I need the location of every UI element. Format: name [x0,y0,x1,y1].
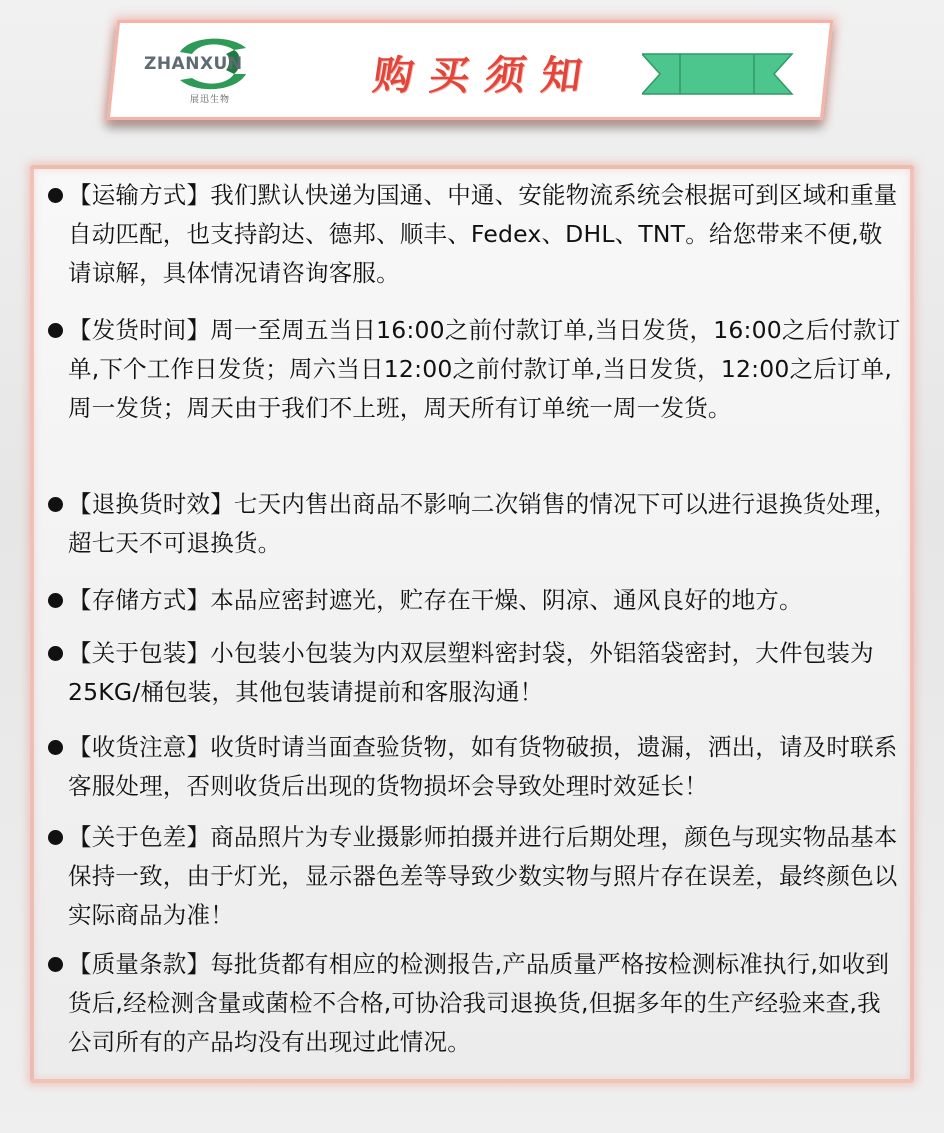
notice-text: 本品应密封遮光，贮存在干燥、阴凉、通风良好的地方。 [210,586,803,614]
notice-label: 【关于包装】 [68,639,211,667]
notice-text: 小包装小包装为内双层塑料密封袋，外铝箔袋密封，大件包装为25KG/桶包装，其他包装请提前和客服沟通！ [68,639,874,706]
brand-logo [138,34,288,110]
notice-item-receiving [48,728,904,806]
bullet-icon [48,593,63,608]
bullet-icon [48,497,63,512]
notice-item-storage [48,581,904,620]
notice-label: 【质量条款】 [68,950,211,978]
notice-item-color-difference [48,818,904,935]
bullet-icon [48,740,63,755]
logo-subtitle: 展迅生物 [190,95,231,105]
notice-label: 【收货注意】 [68,733,211,761]
notice-item-dispatch-time [48,311,904,467]
notice-item-shipping [48,176,904,293]
notice-label: 【存储方式】 [68,586,211,614]
notice-item-returns [48,485,904,563]
page-title: 购买须知 [370,52,601,99]
logo-wordmark: ZHANXUN [144,54,243,74]
bullet-icon [48,830,63,845]
bullet-icon [48,323,63,338]
notice-item-packaging [48,634,904,712]
ribbon-decoration-icon [642,52,794,96]
notice-label: 【关于色差】 [68,823,211,851]
notice-list [48,176,904,1062]
notice-label: 【发货时间】 [68,316,211,344]
bullet-icon [48,646,63,661]
bullet-icon [48,957,63,972]
notice-label: 【退换货时效】 [68,490,234,518]
notice-text: 周一至周五当日16:00之前付款订单,当日发货，16:00之后付款订单,下个工作日发货；周六当日12:00之前付款订单,当日发货，12:00之后订单,周一发货；周天由于我们不上班，周天所有订单统一周一发货。 [68,316,901,422]
notice-text: 商品照片为专业摄影师拍摄并进行后期处理，颜色与现实物品基本保持一致，由于灯光，显示器色差等导致少数实物与照片存在误差，最终颜色以实际商品为准！ [68,823,898,929]
notice-text: 七天内售出商品不影响二次销售的情况下可以进行退换货处理，超七天不可退换货。 [68,490,898,557]
notice-text: 每批货都有相应的检测报告,产品质量严格按检测标准执行,如收到货后,经检测含量或菌检不合格,可协洽我司退换货,但据多年的生产经验来查,我公司所有的产品均没有出现过此情况。 [68,950,890,1056]
notice-label: 【运输方式】 [68,181,211,209]
notice-text: 收货时请当面查验货物，如有货物破损，遗漏，洒出，请及时联系客服处理，否则收货后出现的货物损坏会导致处理时效延长！ [68,733,898,800]
notice-text: 我们默认快递为国通、中通、安能物流系统会根据可到区域和重量自动匹配，也支持韵达、德邦、顺丰、Fedex、DHL、TNT。给您带来不便,敬请谅解，具体情况请咨询客服。 [68,181,898,287]
notice-item-quality [48,945,904,1062]
bullet-icon [48,188,63,203]
